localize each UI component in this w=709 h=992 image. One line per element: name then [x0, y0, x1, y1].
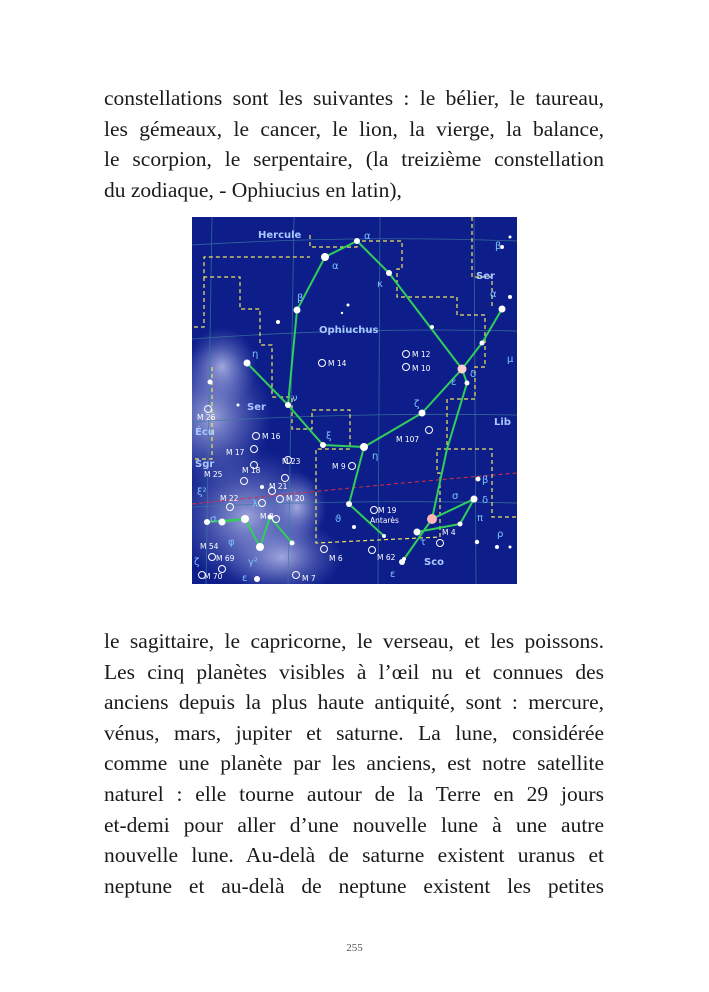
messier-label: M 23	[282, 457, 301, 466]
messier-label: M 69	[216, 554, 235, 563]
messier-label: M 25	[204, 470, 223, 479]
text-line: nouvelle lune. Au-delà de saturne existent uranus et	[104, 843, 604, 868]
messier-label: M 107	[396, 435, 420, 444]
greek-label: β	[495, 241, 502, 252]
label-libra: Lib	[494, 417, 511, 428]
text-line: comme une planète par les anciens, est notre satellite	[104, 751, 604, 776]
text-line: vénus, mars, jupiter et saturne. La lune, considérée	[104, 720, 604, 745]
greek-label: ϑ	[335, 514, 342, 525]
label-serpens-cauda: Ser	[247, 402, 266, 413]
label-scorpius: Sco	[424, 557, 444, 568]
ophiuchus-star-chart	[192, 217, 517, 584]
messier-label: M 14	[328, 359, 347, 368]
messier-label: M 8	[260, 512, 274, 521]
greek-label: ξ	[326, 431, 332, 442]
messier-label: M 62	[377, 553, 396, 562]
paragraph-top	[104, 83, 604, 205]
label-hercule: Hercule	[258, 230, 302, 241]
messier-label: M 19	[378, 506, 397, 515]
messier-label: M 18	[242, 466, 261, 475]
text-line: du zodiaque, - Ophiucius en latin),	[104, 177, 402, 202]
text-line: anciens depuis la plus haute antiquité, sont : mercure,	[104, 690, 604, 715]
greek-label: η	[372, 451, 379, 462]
messier-label: M 21	[269, 482, 288, 491]
greek-label: α	[364, 231, 371, 242]
label-ophiuchus: Ophiuchus	[319, 325, 379, 336]
messier-label: M 9	[332, 462, 346, 471]
greek-label: λ	[252, 499, 258, 510]
greek-label: ζ	[194, 557, 200, 568]
greek-label: ζ	[414, 399, 420, 410]
label-serpens-caput: Ser	[476, 271, 495, 282]
greek-label: σ	[452, 491, 459, 502]
messier-label: M 20	[286, 494, 305, 503]
greek-label: α	[490, 289, 497, 300]
greek-label: π	[477, 513, 484, 524]
greek-label: φ	[228, 537, 235, 548]
antares-label: Antarès	[370, 516, 399, 525]
label-scutum: Écu	[195, 427, 215, 438]
paragraph-bottom	[104, 626, 604, 901]
greek-label: α	[332, 261, 339, 272]
text-line: constellations sont les suivantes : le bélier, le taureau,	[104, 86, 604, 110]
greek-label: ε	[390, 569, 396, 580]
messier-label: M 54	[200, 542, 219, 551]
text-line: Les cinq planètes visibles à l’œil nu et connues des	[104, 659, 604, 684]
messier-label: M 16	[262, 432, 281, 441]
text-line: les gémeaux, le cancer, le lion, la vierge, la balance,	[104, 116, 604, 141]
text-line: le sagittaire, le capricorne, le verseau, et les poissons.	[104, 629, 604, 653]
messier-label: M 12	[412, 350, 431, 359]
greek-label: ξ²	[197, 487, 207, 498]
greek-label: σ	[210, 514, 217, 525]
text-line: et-demi pour aller d’une nouvelle lune à une autre	[104, 812, 604, 837]
greek-label: τ	[420, 537, 427, 548]
greek-label: δ	[482, 495, 489, 506]
messier-label: M 17	[226, 448, 245, 457]
greek-label: ρ	[497, 529, 504, 540]
label-sagittarius: Sgr	[195, 459, 215, 470]
messier-label: M 6	[329, 554, 343, 563]
text-line: naturel : elle tourne autour de la Terre en 29 jours	[104, 781, 604, 806]
text-line: neptune et au-delà de neptune existent les petites	[104, 873, 604, 898]
messier-label: M 4	[442, 528, 456, 537]
greek-label: γ²	[248, 557, 258, 568]
messier-label: M 22	[220, 494, 239, 503]
messier-label: M 7	[302, 574, 316, 583]
messier-label: M 10	[412, 364, 431, 373]
greek-label: ε	[242, 573, 248, 584]
greek-label: ε	[451, 377, 457, 388]
text-line: le scorpion, le serpentaire, (la treizième constellation	[104, 147, 604, 172]
greek-label: κ	[377, 279, 383, 290]
greek-label: μ	[507, 354, 514, 365]
page-number: 255	[346, 942, 363, 954]
greek-label: ν	[292, 393, 298, 404]
greek-label: β	[482, 475, 489, 486]
greek-label: δ	[470, 369, 477, 380]
greek-label: η	[252, 349, 259, 360]
messier-label: M 70	[204, 572, 223, 581]
greek-label: β	[297, 293, 304, 304]
messier-label: M 26	[197, 413, 216, 422]
